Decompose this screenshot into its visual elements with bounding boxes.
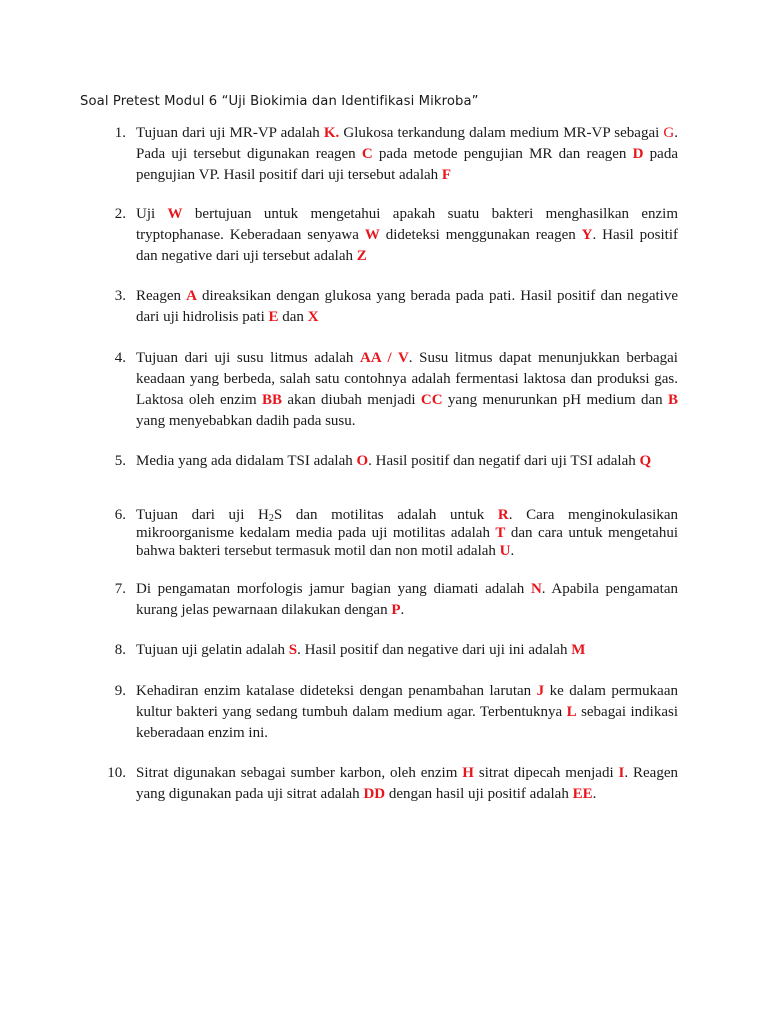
answer-blank: T	[495, 525, 506, 541]
question-text: Uji W bertujuan untuk mengetahui apakah suatu bakteri menghasilkan enzim tryptophanase. Keberadaan senyawa W dideteksi menggunakan reagen Y. Hasil positif dan negative dari uji tersebut adalah Z	[136, 206, 679, 264]
answer-blank: O	[356, 453, 369, 469]
answer-blank: DD	[363, 786, 386, 802]
question-text: Tujuan dari uji susu litmus adalah AA / V. Susu litmus dapat menunjukkan berbagai keadaan yang berbeda, salah satu contohnya adalah fermentasi laktosa dan produksi gas. Laktosa oleh enzim BB akan diubah menjadi CC yang menurunkan pH medium dan B yang menyebabkan dadih pada susu.	[136, 350, 678, 429]
answer-blank: G	[663, 125, 675, 141]
answer-blank: M	[571, 642, 586, 658]
answer-blank: EE	[572, 786, 593, 802]
answer-blank: D	[632, 146, 644, 162]
question-number: 4.	[114, 350, 126, 366]
question-number: 2.	[114, 206, 126, 222]
question-number: 1.	[114, 125, 126, 141]
question-number: 3.	[114, 288, 126, 304]
answer-blank: K.	[323, 125, 340, 141]
question-text: Di pengamatan morfologis jamur bagian yang diamati adalah N. Apabila pengamatan kurang jelas pewarnaan dilakukan dengan P.	[136, 581, 678, 618]
question-text: Tujuan uji gelatin adalah S. Hasil positif dan negative dari uji ini adalah M	[136, 642, 586, 658]
answer-blank: A	[186, 288, 197, 304]
answer-blank: W	[167, 206, 183, 222]
question-number: 8.	[114, 642, 126, 658]
answer-blank: Q	[639, 453, 652, 469]
question-text: Tujuan dari uji MR-VP adalah K. Glukosa terkandung dalam medium MR-VP sebagai G. Pada uji tersebut digunakan reagen C pada metode pengujian MR dan reagen D pada pengujian VP. Hasil positif dari uji tersebut adalah F	[136, 125, 678, 183]
answer-blank: W	[364, 227, 380, 243]
answer-blank: N	[530, 581, 542, 597]
answer-blank: X	[307, 309, 319, 325]
answer-blank: L	[566, 704, 577, 720]
question-number: 7.	[114, 581, 126, 597]
answer-blank: P	[391, 602, 401, 618]
answer-blank: S	[288, 642, 298, 658]
question-number: 5.	[114, 453, 126, 469]
question-text: Media yang ada didalam TSI adalah O. Hasil positif dan negatif dari uji TSI adalah Q	[136, 453, 652, 469]
document-title: Soal Pretest Modul 6 “Uji Biokimia dan Identifikasi Mikroba”	[80, 94, 479, 109]
answer-blank: I	[618, 765, 625, 781]
answer-blank: B	[667, 392, 678, 408]
question-text: Reagen A direaksikan dengan glukosa yang berada pada pati. Hasil positif dan negative dari uji hidrolisis pati E dan X	[136, 288, 678, 325]
answer-blank: C	[361, 146, 373, 162]
answer-blank: H	[462, 765, 474, 781]
question-text: Tujuan dari uji $H_2S$ dan motilitas adalah untuk R. Cara menginokulasikan mikroorganisme kedalam media pada uji motilitas adalah T dan cara untuk mengetahui bahwa bakteri tersebut termasuk motil dan non motil adalah U.	[136, 507, 679, 559]
question-number: 10.	[107, 765, 126, 781]
answer-blank: U	[499, 543, 511, 559]
answer-blank: CC	[420, 392, 443, 408]
answer-blank: BB	[262, 392, 283, 408]
answer-blank: AA / V	[360, 350, 409, 366]
answer-blank: J	[536, 683, 545, 699]
question-number: 9.	[114, 683, 126, 699]
answer-blank: F	[441, 167, 452, 183]
answer-blank: R	[497, 507, 509, 523]
answer-blank: Y	[581, 227, 593, 243]
answer-blank: Z	[356, 248, 367, 264]
question-text: Sitrat digunakan sebagai sumber karbon, oleh enzim H sitrat dipecah menjadi I. Reagen yang digunakan pada uji sitrat adalah DD dengan hasil uji positif adalah EE.	[136, 765, 679, 802]
subscript: 2	[268, 513, 274, 524]
answer-blank: E	[268, 309, 279, 325]
question-number: 6.	[114, 507, 126, 523]
question-text: Kehadiran enzim katalase dideteksi dengan penambahan larutan J ke dalam permukaan kultur bakteri yang sedang tumbuh dalam medium agar. Terbentuknya L sebagai indikasi keberadaan enzim ini.	[136, 683, 678, 741]
